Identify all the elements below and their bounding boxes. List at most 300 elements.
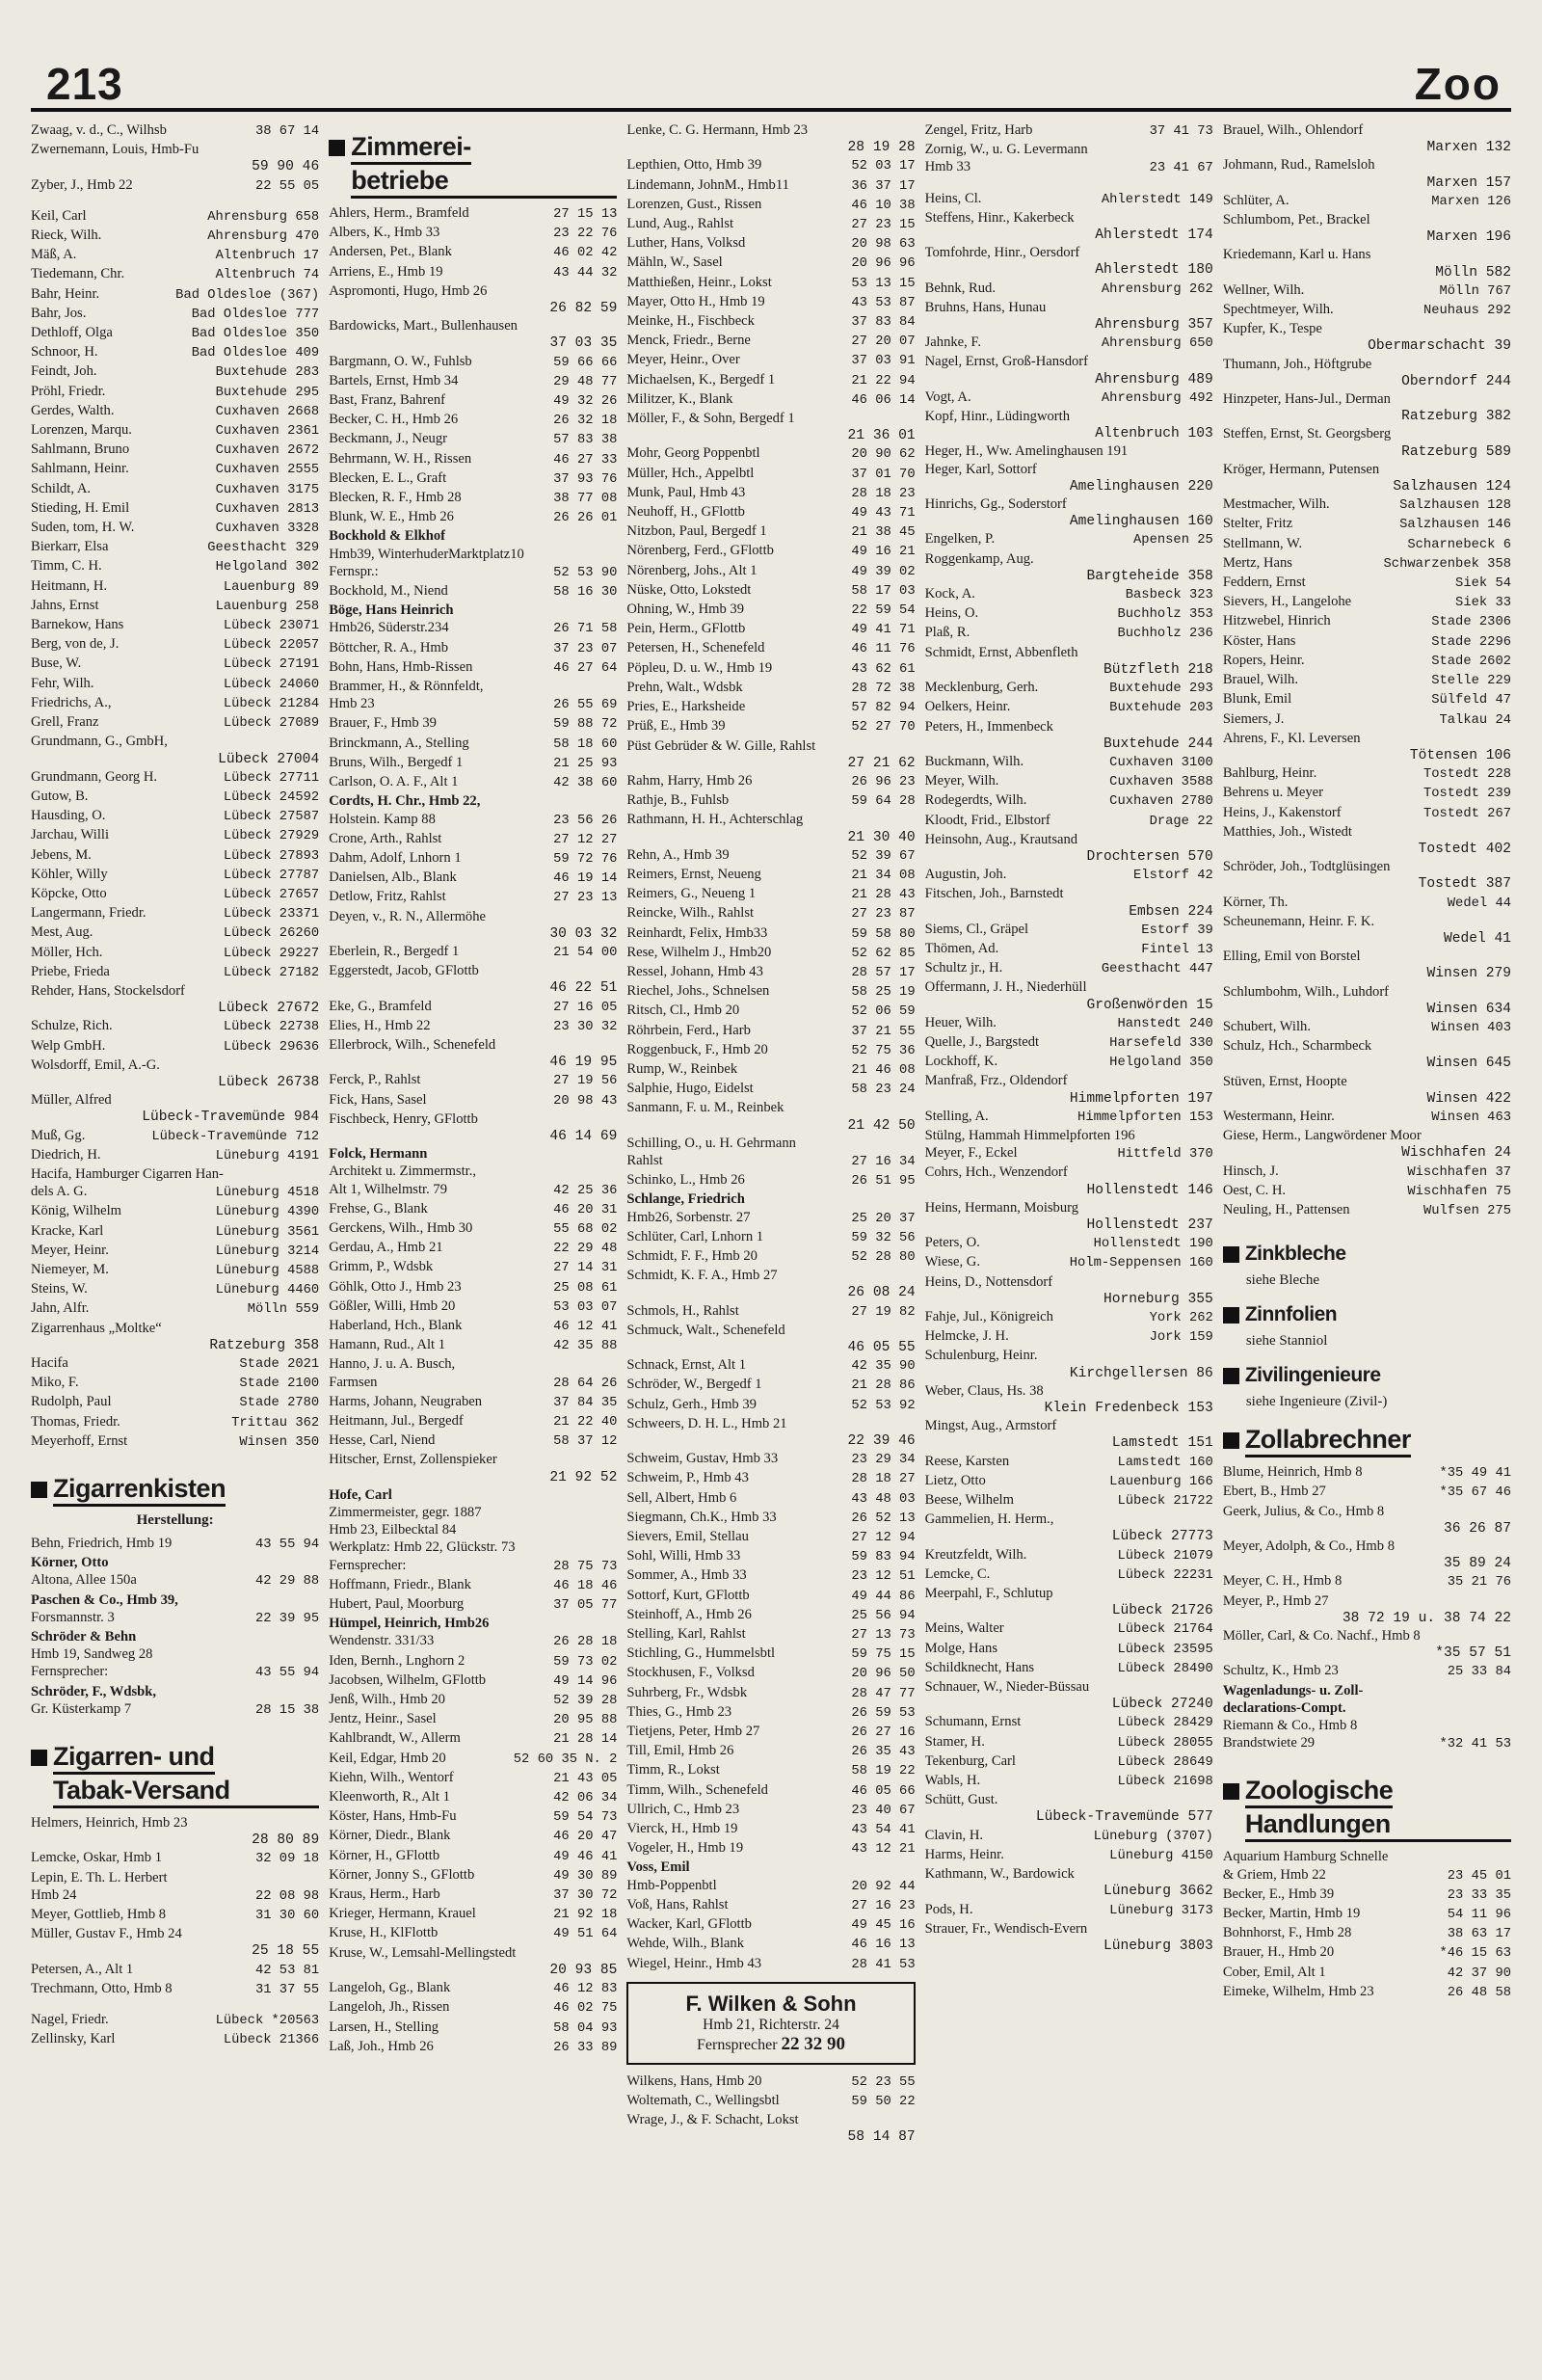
- entry-name: Hacifa, Hamburger Cigarren Han-: [31, 1165, 224, 1182]
- listing-entry: [31, 2030, 319, 2049]
- entry-phone: 28 75 73: [553, 1559, 618, 1574]
- entry-name: Stichling, G., Hummelsbtl: [626, 1645, 776, 1662]
- entry-name: Becker, E., Hmb 39: [1222, 1885, 1335, 1902]
- entry-phone: 21 22 94: [851, 373, 916, 388]
- entry-phone: 43 62 61: [851, 661, 916, 677]
- entry-phone: 54 11 96: [1447, 1908, 1512, 1923]
- entry-phone: 21 25 93: [553, 756, 618, 771]
- entry-name: Ellerbrock, Wilh., Schenefeld: [329, 1036, 496, 1053]
- entry-name: Buse, W.: [31, 655, 82, 672]
- entry-phone: 58 37 12: [553, 1434, 618, 1450]
- entry-name: Suden, tom, H. W.: [31, 520, 135, 536]
- entry-phone: 59 73 02: [553, 1654, 618, 1670]
- entry-phone: Lübeck 21722: [1117, 1494, 1213, 1510]
- listing-entry: [626, 390, 915, 410]
- entry-continuation: Ahlerstedt 174: [1095, 227, 1213, 244]
- entry-continuation: Lübeck 26738: [218, 1074, 320, 1090]
- listing-entry: [626, 1060, 915, 1080]
- entry-phone: 25 08 61: [553, 1280, 618, 1296]
- entry-name: Hmb39, WinterhuderMarktplatz10: [329, 546, 524, 562]
- entry-phone: 31 30 60: [254, 1909, 320, 1924]
- listing-entry: [626, 1801, 915, 1820]
- entry-name: Rehder, Hans, Stockelsdorf: [31, 982, 185, 999]
- listing-entry: [626, 679, 915, 698]
- entry-name: Jenß, Wilh., Hmb 20: [329, 1692, 445, 1708]
- listing-entry: [31, 1535, 319, 1554]
- entry-phone: 49 51 64: [553, 1927, 618, 1942]
- listing-entry: [329, 1691, 617, 1710]
- entry-phone: 59 75 15: [851, 1647, 916, 1663]
- listing-entry: [925, 1491, 1213, 1511]
- listing-entry: [31, 1814, 319, 1832]
- listing-entry: [31, 176, 319, 196]
- entry-phone: 59 32 56: [851, 1230, 916, 1245]
- entry-continuation: 28 19 28: [847, 140, 916, 156]
- entry-name: Muß, Gg.: [31, 1127, 86, 1143]
- entry-continuation: 25 18 55: [252, 1943, 320, 1960]
- entry-phone: 26 27 16: [851, 1725, 916, 1741]
- entry-name: Vogeler, H., Hmb 19: [626, 1840, 744, 1857]
- entry-phone: 26 48 58: [1447, 1985, 1512, 2000]
- entry-name: Wiese, G.: [924, 1254, 980, 1270]
- column-2: [329, 121, 617, 2359]
- entry-phone: Winsen 350: [239, 1434, 320, 1450]
- listing-entry: [925, 644, 1213, 661]
- listing-entry: [329, 2019, 617, 2038]
- listing-entry: [329, 204, 617, 224]
- entry-phone: 35 21 76: [1447, 1575, 1512, 1591]
- listing-entry: [1223, 1699, 1511, 1717]
- listing-entry: [626, 1877, 915, 1896]
- listing-entry: [626, 1209, 915, 1228]
- entry-phone: 52 23 55: [851, 2074, 916, 2090]
- entry-phone: Bad Oldesloe 777: [191, 307, 320, 322]
- listing-entry: [31, 499, 319, 519]
- listing-entry: [1223, 1964, 1511, 1983]
- entry-phone: 28 15 38: [254, 1702, 320, 1718]
- listing-entry: [31, 1222, 319, 1242]
- entry-phone: Lübeck 21764: [1117, 1622, 1213, 1638]
- entry-name: Möller, Carl, & Co. Nachf., Hmb 8: [1222, 1628, 1421, 1645]
- entry-name: Westermann, Heinr.: [1222, 1108, 1335, 1124]
- entry-phone: Cuxhaven 2780: [1109, 794, 1213, 810]
- entry-name: Bockhold, M., Niend: [329, 583, 448, 600]
- entry-name: Wagenladungs- u. Zoll-: [1222, 1682, 1364, 1698]
- entry-name: Jacobsen, Wilhelm, GFlottb: [329, 1671, 487, 1688]
- listing-entry: [626, 791, 915, 811]
- entry-name: Militzer, K., Blank: [626, 390, 733, 407]
- entry-continuation: Embsen 224: [1129, 903, 1213, 920]
- entry-name: Schütt, Gust.: [924, 1792, 998, 1808]
- listing-entry: [626, 371, 915, 390]
- entry-name: Fernspr.:: [329, 563, 379, 579]
- entry-name: Arriens, E., Hmb 19: [329, 263, 443, 280]
- entry-phone: 22 08 98: [254, 1888, 320, 1904]
- entry-phone: 23 22 76: [553, 227, 618, 242]
- entry-name: Luther, Hans, Volksd: [626, 235, 746, 252]
- listing-entry: [329, 1807, 617, 1827]
- entry-phone: Cuxhaven 2555: [215, 463, 320, 478]
- entry-name: Schlange, Friedrich: [626, 1191, 745, 1208]
- entry-name: Fahje, Jul., Königreich: [924, 1309, 1053, 1324]
- listing-entry: [329, 619, 617, 638]
- entry-name: Jebens, M.: [31, 846, 92, 863]
- listing-entry: [626, 1002, 915, 1021]
- entry-phone: Buchholz 236: [1117, 627, 1213, 642]
- listing-entry: [329, 1297, 617, 1317]
- entry-phone: 49 16 21: [851, 545, 916, 560]
- listing-entry: [1223, 983, 1511, 1001]
- listing-entry: [329, 830, 617, 849]
- entry-phone: Lüneburg 3561: [215, 1224, 320, 1240]
- entry-name: Rathmann, H. H., Achterschlag: [626, 812, 804, 828]
- entry-name: Albers, K., Hmb 33: [329, 225, 440, 241]
- entry-name: Heins, J., Kakenstorf: [1222, 804, 1342, 820]
- entry-phone: 20 95 88: [553, 1713, 618, 1728]
- subheading: Herstellung:: [136, 1512, 214, 1529]
- entry-name: Kloodt, Frid., Elbstorf: [924, 812, 1050, 828]
- entry-name: Sahlmann, Heinr.: [31, 461, 129, 477]
- entry-name: Kathmann, W., Bardowick: [924, 1866, 1075, 1883]
- square-bullet-icon: [1223, 1432, 1239, 1449]
- listing-entry: [329, 998, 617, 1017]
- entry-name: Schlumbohm, Wilh., Luhdorf: [1222, 983, 1390, 1000]
- listing-entry: [329, 658, 617, 678]
- listing-entry: [626, 293, 915, 312]
- listing-entry: [31, 982, 319, 1000]
- entry-phone: Lübeck 22738: [223, 1020, 320, 1035]
- listing-entry: [1223, 1592, 1511, 1610]
- entry-name: Stülng, Hammah Himmelpforten 196: [924, 1127, 1135, 1143]
- entry-name: Pöpleu, D. u. W., Hmb 19: [626, 659, 773, 676]
- listing-entry: [626, 1664, 915, 1683]
- entry-continuation: Lamstedt 151: [1111, 1435, 1213, 1452]
- entry-name: Lepthien, Otto, Hmb 39: [626, 157, 762, 174]
- listing-entry: [329, 1486, 617, 1504]
- listing-entry: [31, 846, 319, 866]
- listing-entry: [329, 430, 617, 449]
- entry-name: Vogt, A.: [924, 388, 971, 405]
- entry-phone: 26 33 89: [553, 2040, 618, 2055]
- entry-phone: 46 16 13: [851, 1938, 916, 1953]
- entry-phone: Altenbruch 17: [215, 249, 320, 264]
- listing-entry: [329, 1615, 617, 1632]
- entry-name: Hitscher, Ernst, Zollenspieker: [329, 1452, 497, 1468]
- entry-name: Cober, Emil, Alt 1: [1222, 1964, 1326, 1980]
- entry-name: Nörenberg, Johs., Alt 1: [626, 562, 758, 578]
- section-title: Zollabrechner: [1245, 1424, 1411, 1457]
- section-heading: [1223, 1363, 1511, 1388]
- entry-name: Friedrichs, A.,: [31, 694, 112, 710]
- entry-continuation: Amelinghausen 220: [1069, 478, 1213, 495]
- entry-name: Jahns, Ernst: [31, 597, 99, 613]
- entry-continuation: 46 22 51: [549, 980, 618, 997]
- listing-entry: [626, 1587, 915, 1606]
- listing-entry: [626, 1528, 915, 1547]
- entry-name: Meyer, Heinr., Over: [626, 352, 740, 368]
- listing-entry: [31, 1554, 319, 1571]
- listing-entry: [1223, 690, 1511, 709]
- spacer: [31, 196, 319, 207]
- entry-name: Krieger, Hermann, Krauel: [329, 1906, 476, 1922]
- listing-entry: [925, 1453, 1213, 1472]
- entry-phone: Stade 2021: [239, 1357, 320, 1372]
- entry-continuation: Winsen 645: [1426, 1056, 1512, 1072]
- listing-entry: [626, 885, 915, 904]
- entry-phone: Sülfeld 47: [1431, 693, 1512, 709]
- listing-entry: [31, 1242, 319, 1261]
- entry-name: Barnekow, Hans: [31, 617, 124, 633]
- entry-phone: Siek 33: [1455, 596, 1512, 611]
- entry-phone: 38 63 17: [1447, 1927, 1512, 1942]
- listing-entry: [1223, 1538, 1511, 1555]
- entry-name: Lindemann, JohnM., Hmb11: [626, 176, 789, 193]
- entry-phone: 37 21 55: [851, 1024, 916, 1039]
- listing-entry: [329, 1729, 617, 1749]
- entry-name: Aspromonti, Hugo, Hmb 26: [329, 282, 488, 299]
- entry-phone: 23 40 67: [851, 1803, 916, 1818]
- entry-phone: 43 55 94: [254, 1666, 320, 1681]
- listing-entry: [31, 1354, 319, 1374]
- listing-entry: [31, 421, 319, 441]
- listing-entry: [1223, 1201, 1511, 1220]
- listing-entry: [626, 562, 915, 581]
- entry-phone: Tostedt 228: [1422, 767, 1512, 783]
- entry-phone: 20 90 62: [851, 447, 916, 463]
- listing-entry: [31, 1202, 319, 1221]
- listing-entry: [329, 1671, 617, 1691]
- listing-entry: [329, 811, 617, 830]
- listing-entry: [1223, 1127, 1511, 1144]
- listing-entry: [31, 904, 319, 923]
- entry-name: Siegmann, Ch.K., Hmb 33: [626, 1509, 777, 1525]
- listing-entry: [1223, 1943, 1511, 1963]
- entry-phone: 26 52 13: [851, 1511, 916, 1526]
- entry-name: Beckmann, J., Neugr: [329, 431, 448, 447]
- entry-phone: 55 68 02: [553, 1221, 618, 1237]
- entry-name: Prehn, Walt., Wdsbk: [626, 679, 743, 695]
- entry-name: Brammer, H., & Rönnfeldt,: [329, 679, 484, 695]
- entry-phone: Lüneburg 4191: [215, 1148, 320, 1163]
- entry-name: König, Wilhelm: [31, 1203, 121, 1219]
- entry-name: Hacifa: [31, 1355, 68, 1371]
- entry-name: Pods, H.: [924, 1901, 973, 1917]
- entry-continuation: Lübeck-Travemünde 984: [142, 1110, 320, 1126]
- entry-name: Woltemath, C., Wellingsbtl: [626, 2092, 780, 2108]
- entry-name: Hmb 23: [329, 696, 375, 712]
- ad-phone-number: 22 32 90: [781, 2033, 846, 2054]
- entry-phone: 37 01 70: [851, 467, 916, 482]
- listing-entry: [626, 1135, 915, 1152]
- entry-phone: Elstorf 42: [1133, 869, 1213, 884]
- entry-continuation: Salzhausen 124: [1393, 479, 1512, 495]
- entry-phone: Lübeck 27089: [223, 716, 320, 732]
- entry-name: Schnauer, W., Nieder-Büssau: [924, 1679, 1090, 1696]
- entry-phone: *46 15 63: [1439, 1946, 1512, 1962]
- entry-name: Altona, Allee 150a: [31, 1572, 137, 1589]
- listing-entry: [329, 1163, 617, 1180]
- entry-phone: Lübeck *20563: [215, 2014, 320, 2029]
- entry-phone: Hollenstedt 190: [1093, 1237, 1213, 1252]
- listing-entry: [329, 2038, 617, 2057]
- entry-phone: Cuxhaven 2668: [215, 404, 320, 419]
- entry-name: Stelter, Fritz: [1222, 516, 1293, 532]
- listing-entry: [329, 1239, 617, 1258]
- entry-continuation: 21 36 01: [847, 428, 916, 444]
- listing-entry: [925, 1308, 1213, 1327]
- entry-name: Niemeyer, M.: [31, 1261, 109, 1277]
- entry-phone: Cuxhaven 2361: [215, 424, 320, 440]
- entry-phone: 32 09 18: [254, 1852, 320, 1867]
- entry-name: Schröder & Behn: [31, 1629, 137, 1645]
- listing-entry: [626, 1450, 915, 1469]
- entry-continuation: Winsen 279: [1426, 966, 1512, 982]
- entry-name: Röhrbein, Ferd., Harb: [626, 1022, 751, 1038]
- entry-phone: Lüneburg 4460: [215, 1283, 320, 1298]
- entry-name: Mest, Aug.: [31, 924, 93, 941]
- listing-entry: [31, 1432, 319, 1452]
- entry-phone: Lübeck 27191: [223, 657, 320, 673]
- entry-phone: 23 30 32: [553, 1019, 618, 1034]
- entry-name: Lemcke, Oskar, Hmb 1: [31, 1850, 162, 1866]
- entry-phone: Tostedt 267: [1422, 806, 1512, 821]
- listing-entry: [31, 1056, 319, 1074]
- entry-phone: 49 46 41: [553, 1849, 618, 1864]
- entry-phone: 23 12 51: [851, 1569, 916, 1585]
- entry-phone: Cuxhaven 3328: [215, 521, 320, 537]
- square-bullet-icon: [31, 1750, 47, 1766]
- listing-entry: [31, 362, 319, 382]
- listing-entry: [31, 1037, 319, 1056]
- entry-phone: 49 41 71: [851, 623, 916, 638]
- listing-entry: [329, 1788, 617, 1807]
- entry-continuation: 30 03 32: [549, 925, 618, 942]
- entry-name: Blecken, R. F., Hmb 28: [329, 490, 462, 506]
- entry-name: Schmols, H., Rahlst: [626, 1302, 739, 1319]
- entry-name: Wolsdorff, Emil, A.-G.: [31, 1056, 160, 1073]
- entry-phone: Lübeck 27182: [223, 965, 320, 980]
- entry-phone: 59 58 80: [851, 926, 916, 942]
- entry-continuation: Kirchgellersen 86: [1069, 1365, 1213, 1381]
- listing-entry: [31, 141, 319, 158]
- listing-entry: [31, 1261, 319, 1280]
- entry-continuation: Lüneburg 3803: [1103, 1938, 1213, 1954]
- entry-phone: Cuxhaven 3175: [215, 482, 320, 497]
- column-4: [925, 121, 1213, 2359]
- listing-entry: [31, 1700, 319, 1720]
- entry-name: Keil, Carl: [31, 207, 87, 224]
- entry-name: Strauer, Fr., Wendisch-Evern: [924, 1920, 1088, 1937]
- entry-name: Schnack, Ernst, Alt 1: [626, 1357, 747, 1374]
- listing-entry: [31, 1591, 319, 1609]
- entry-phone: Stade 2100: [239, 1377, 320, 1392]
- entry-name: Keil, Edgar, Hmb 20: [329, 1750, 446, 1766]
- entry-name: Stockhusen, F., Volksd: [626, 1665, 755, 1681]
- entry-continuation: Wedel 41: [1443, 930, 1512, 947]
- ad-phone-label: Fernsprecher: [697, 2036, 778, 2053]
- listing-entry: [31, 1017, 319, 1036]
- listing-entry: [31, 121, 319, 141]
- entry-name: Sanmann, F. u. M., Reinbek: [626, 1100, 784, 1116]
- listing-entry: [329, 450, 617, 469]
- listing-entry: [329, 962, 617, 979]
- section-title-line2: Tabak-Versand: [53, 1775, 319, 1808]
- listing-entry: [626, 410, 915, 427]
- listing-entry: [1223, 425, 1511, 442]
- listing-entry: [925, 1347, 1213, 1364]
- entry-phone: 21 28 43: [851, 888, 916, 903]
- listing-entry: [626, 772, 915, 791]
- listing-entry: [1223, 281, 1511, 301]
- entry-phone: Talkau 24: [1439, 712, 1512, 728]
- advertisement-box: [626, 1982, 915, 2065]
- entry-name: Schröder, F., Wdsbk,: [31, 1683, 157, 1699]
- entry-name: Hinrichs, Gg., Soderstorf: [924, 496, 1067, 513]
- entry-continuation: Ahrensburg 357: [1095, 317, 1213, 334]
- entry-name: Zwernemann, Louis, Hmb-Fu: [31, 142, 199, 158]
- entry-phone: 37 05 77: [553, 1598, 618, 1614]
- entry-name: Tomfohrde, Hinr., Oersdorf: [924, 245, 1080, 261]
- entry-name: Brauel, Wilh.: [1222, 672, 1298, 688]
- listing-entry: [31, 441, 319, 460]
- listing-entry: [31, 768, 319, 788]
- listing-entry: [329, 1979, 617, 1998]
- entry-name: Köster, Hans, Hmb-Fu: [329, 1808, 457, 1825]
- entry-phone: 22 55 05: [254, 178, 320, 194]
- entry-name: Körner, Th.: [1222, 894, 1289, 910]
- column-1: [31, 121, 319, 2359]
- entry-name: Hmb26, Sorbenstr. 27: [626, 1209, 751, 1225]
- listing-entry: [1223, 535, 1511, 554]
- entry-continuation: Obermarschacht 39: [1368, 338, 1512, 355]
- entry-phone: Siek 54: [1455, 576, 1512, 592]
- entry-phone: 27 16 34: [851, 1154, 916, 1169]
- entry-name: Clavin, H.: [924, 1827, 984, 1843]
- page-number: 213: [46, 59, 123, 109]
- listing-entry: [925, 190, 1213, 209]
- entry-phone: Apensen 25: [1133, 533, 1213, 548]
- entry-name: Harms, Johann, Neugraben: [329, 1393, 483, 1409]
- listing-entry: [1223, 1734, 1511, 1753]
- entry-continuation: Winsen 422: [1426, 1090, 1512, 1107]
- listing-entry: [925, 244, 1213, 261]
- entry-name: Brandstwiete 29: [1222, 1735, 1316, 1752]
- listing-entry: [925, 1827, 1213, 1846]
- entry-phone: Ahrensburg 262: [1101, 281, 1213, 297]
- entry-name: Tietjens, Peter, Hmb 27: [626, 1724, 760, 1740]
- entry-name: Behnk, Rud.: [924, 280, 996, 296]
- listing-entry: [31, 324, 319, 343]
- entry-continuation: Amelinghausen 160: [1069, 514, 1213, 530]
- listing-entry: [925, 679, 1213, 698]
- entry-phone: 46 18 46: [553, 1578, 618, 1593]
- entry-continuation: 28 80 89: [252, 1832, 320, 1849]
- entry-name: Cordts, H. Chr., Hmb 22,: [329, 793, 481, 810]
- listing-entry: [925, 698, 1213, 717]
- square-bullet-icon: [1223, 1307, 1239, 1324]
- entry-phone: 29 48 77: [553, 374, 618, 389]
- listing-entry: [925, 1234, 1213, 1253]
- listing-entry: [329, 1200, 617, 1219]
- listing-entry: [925, 1846, 1213, 1865]
- entry-name: Schlüter, A.: [1222, 192, 1289, 208]
- entry-phone: 52 62 85: [851, 946, 916, 961]
- entry-name: Wehde, Wilh., Blank: [626, 1936, 744, 1952]
- listing-entry: [626, 1322, 915, 1339]
- entry-name: Nörenberg, Ferd., GFlottb: [626, 543, 774, 559]
- entry-name: Heitmann, Jul., Bergedf: [329, 1413, 464, 1429]
- listing-entry: [329, 1847, 617, 1866]
